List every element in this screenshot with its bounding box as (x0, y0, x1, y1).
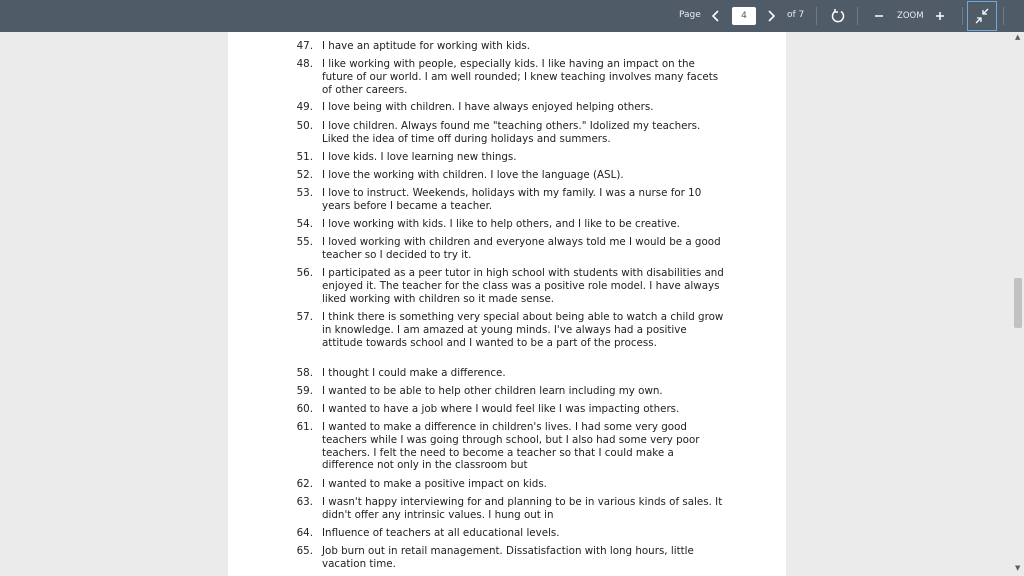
item-text: I loved working with children and everyone always told me I would be a good teacher so I decided to try it. (322, 236, 721, 261)
item-number: 47. (296, 40, 313, 52)
page-label: Page (679, 10, 701, 20)
toolbar-divider (1003, 7, 1004, 25)
item-number: 60. (296, 403, 313, 415)
minus-icon[interactable] (870, 7, 888, 25)
item-text: I think there is something very special about being able to watch a child grow in knowledge. I am amazed at young minds. I've always had a positive attitude towards school and I wanted to be a part of the process. (322, 311, 724, 349)
exit-fullscreen-icon[interactable] (973, 7, 991, 25)
item-text: I love working with kids. I like to help others, and I like to be creative. (322, 218, 680, 230)
item-text: I love children. Always found me "teaching others." Idolized my teachers. Liked the idea of time off during holidays and summers. (322, 120, 701, 145)
item-text: I wanted to make a positive impact on kids. (322, 478, 547, 490)
item-number: 54. (296, 218, 313, 230)
pdf-toolbar (0, 0, 1024, 32)
chevron-right-icon[interactable] (762, 7, 780, 25)
toolbar-divider (857, 7, 858, 25)
item-number: 48. (296, 58, 313, 70)
rotate-icon[interactable] (829, 7, 847, 25)
item-text: I wanted to be able to help other children learn including my own. (322, 385, 663, 397)
toolbar-divider (962, 7, 963, 25)
item-number: 63. (296, 496, 313, 508)
item-text: I participated as a peer tutor in high school with students with disabilities and enjoyed it. The teacher for the class was a positive role model. I have always liked working with children so it made sense. (322, 267, 724, 305)
vertical-scrollbar[interactable] (1012, 32, 1024, 576)
item-text: I love the working with children. I love the language (ASL). (322, 169, 624, 181)
item-number: 62. (296, 478, 313, 490)
page-total: of 7 (787, 10, 805, 20)
item-number: 52. (296, 169, 313, 181)
zoom-label: ZOOM (897, 11, 924, 21)
chevron-left-icon[interactable] (707, 7, 725, 25)
item-number: 57. (296, 311, 313, 323)
item-number: 50. (296, 120, 313, 132)
document-viewer (0, 32, 1024, 576)
item-text: I have an aptitude for working with kids. (322, 40, 531, 52)
item-number: 56. (296, 267, 313, 279)
item-text: Job burn out in retail management. Dissatisfaction with long hours, little vacation time. (322, 545, 694, 570)
item-number: 51. (296, 151, 313, 163)
item-text: I love being with children. I have always enjoyed helping others. (322, 101, 654, 113)
item-text: I wanted to have a job where I would feel like I was impacting others. (322, 403, 680, 415)
item-text: I love kids. I love learning new things. (322, 151, 517, 163)
item-text: I love to instruct. Weekends, holidays with my family. I was a nurse for 10 years before I became a teacher. (322, 187, 702, 212)
scroll-down-icon[interactable]: ▼ (1015, 564, 1021, 572)
page-number-input[interactable] (732, 7, 756, 25)
item-number: 49. (296, 101, 313, 113)
toolbar-divider (816, 7, 817, 25)
item-text: I like working with people, especially kids. I like having an impact on the future of our world. I am well rounded; I knew teaching involves many facets of other careers. (322, 58, 719, 96)
item-text: I wasn't happy interviewing for and planning to be in various kinds of sales. It didn't offer any intrinsic values. I hung out in (322, 496, 723, 521)
item-text: I thought I could make a difference. (322, 367, 506, 379)
item-number: 65. (296, 545, 313, 557)
item-number: 61. (296, 421, 313, 433)
item-text: I wanted to make a difference in children's lives. I had some very good teachers while I was going through school, but I also had some very poor teachers. I felt the need to become a teacher so that I could make a difference not only in the classroom but (322, 421, 700, 472)
scrollbar-thumb[interactable] (1014, 278, 1022, 328)
item-text: Influence of teachers at all educational levels. (322, 527, 560, 539)
item-number: 58. (296, 367, 313, 379)
item-number: 59. (296, 385, 313, 397)
item-number: 53. (296, 187, 313, 199)
scroll-up-icon[interactable]: ▲ (1015, 33, 1021, 41)
item-number: 64. (296, 527, 313, 539)
plus-icon[interactable] (931, 7, 949, 25)
item-number: 55. (296, 236, 313, 248)
document-page (228, 32, 786, 576)
